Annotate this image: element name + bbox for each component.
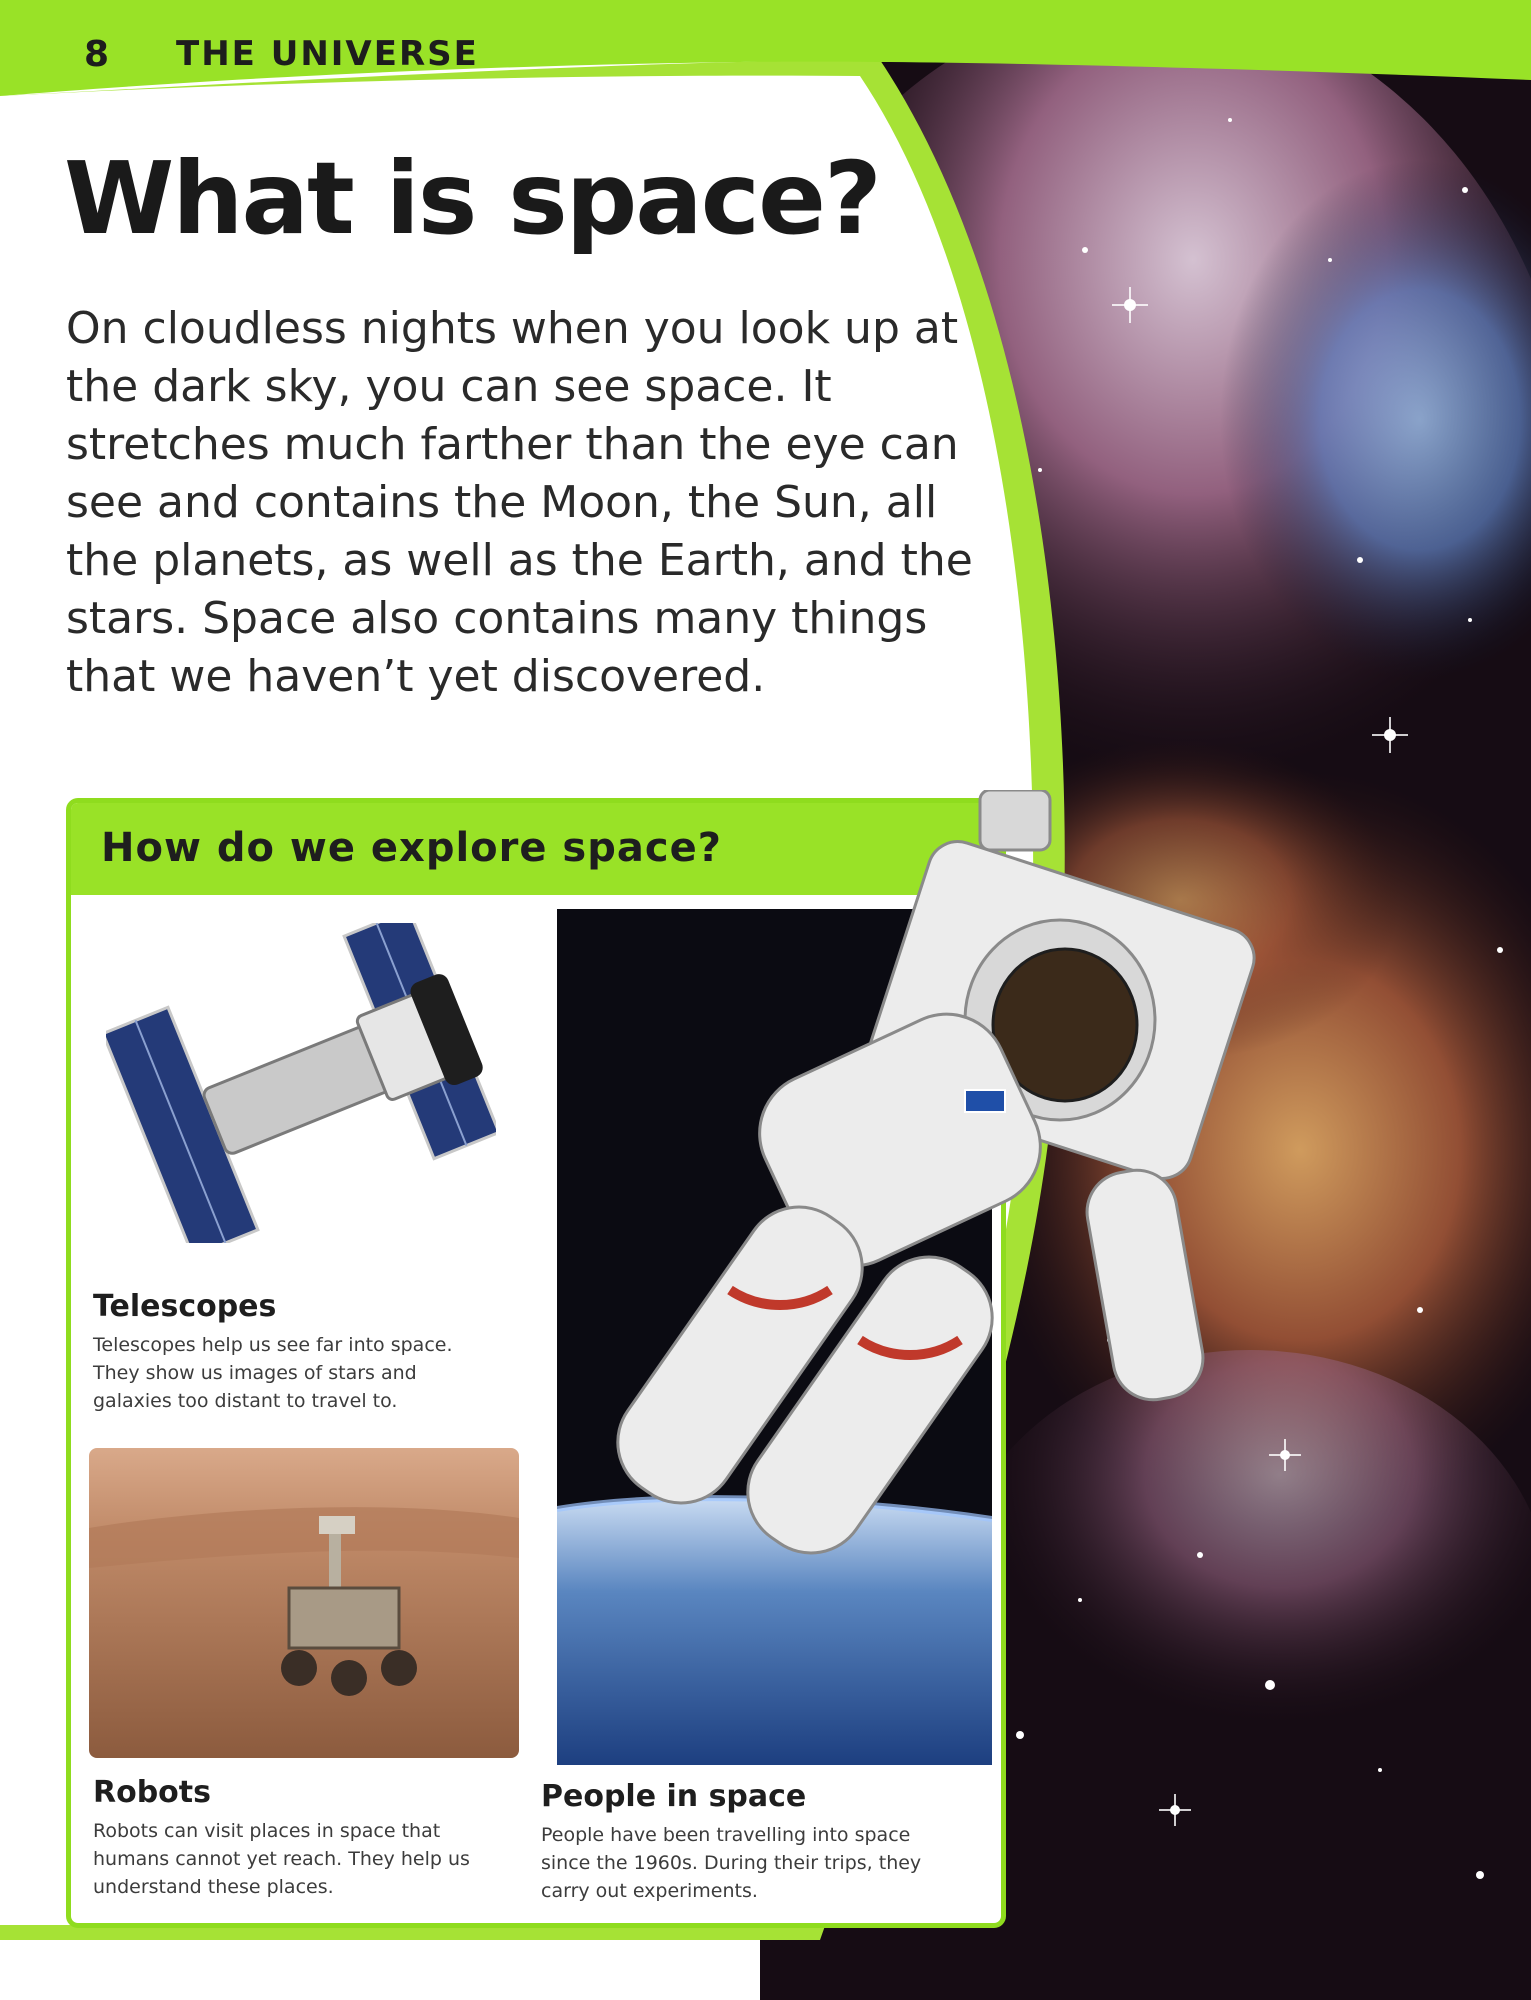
section-label: THE UNIVERSE: [176, 34, 479, 74]
telescopes-text: Telescopes help us see far into space. They show us images of stars and galaxies too distant to travel to.: [93, 1334, 453, 1412]
people-text: People have been travelling into space since the 1960s. During their trips, they carry out experiments.: [541, 1824, 922, 1902]
mars-rover-image: [89, 1448, 519, 1758]
telescope-image: [106, 923, 496, 1243]
astronaut-image: [560, 790, 1280, 1590]
page-number: 8: [84, 34, 111, 75]
robots-heading: Robots: [93, 1775, 211, 1810]
panel-title: How do we explore space?: [101, 825, 722, 871]
page-title: What is space?: [64, 140, 880, 257]
robots-text: Robots can visit places in space that humans cannot yet reach. They help us understand these places.: [93, 1820, 470, 1898]
intro-paragraph: On cloudless nights when you look up at the dark sky, you can see space. It stretches much farther than the eye can see and contains the Moon, the Sun, all the planets, as well as the Earth, and the stars. Space also contains many things that we haven’t yet discovered.: [66, 303, 973, 702]
telescopes-heading: Telescopes: [93, 1289, 277, 1324]
people-heading: People in space: [541, 1779, 807, 1814]
